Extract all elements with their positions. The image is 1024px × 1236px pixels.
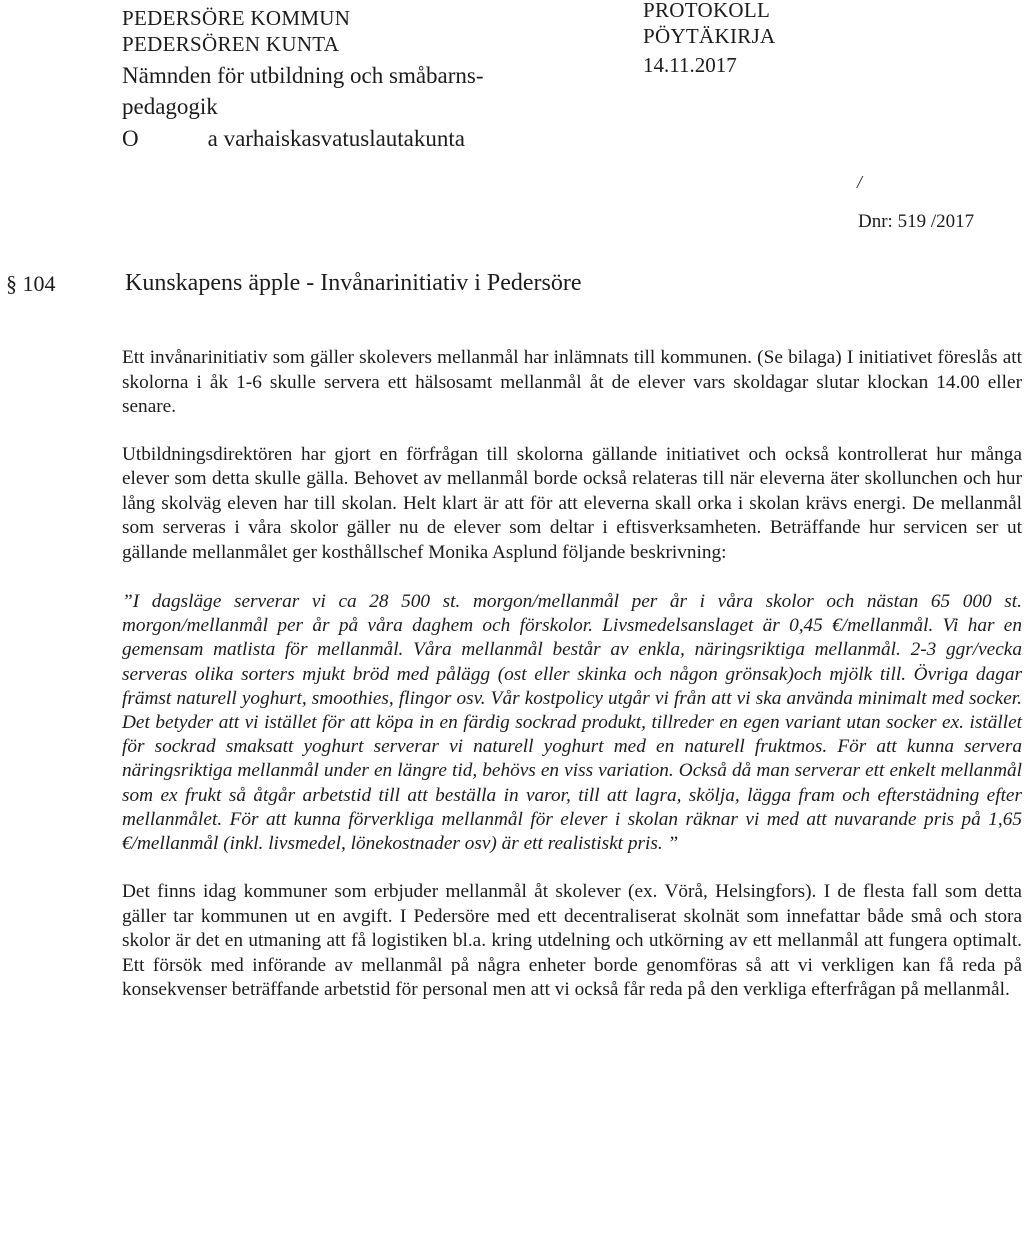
stray-mark: /	[857, 172, 863, 192]
paragraph-initiative: Ett invånarinitiativ som gäller skolevers mellanmål har inlämnats till kommunen. (Se bilaga) I initiativet föreslås att skolorna i åk 1-6 skulle servera ett hälsosamt mellanmål åt de elever vars skoldagar slutar klockan 14.00 eller senare.	[122, 347, 1022, 417]
diary-number: Dnr: 519 /2017	[858, 211, 975, 232]
protocol-label-fi: PÖYTÄKIRJA	[643, 24, 776, 48]
committee-name-sv-cont: pedagogik	[122, 94, 218, 119]
committee-name-fi: O a varhaiskasvatuslautakunta	[122, 126, 465, 151]
section-number: § 104	[6, 271, 56, 296]
paragraph-other-municipalities: Det finns idag kommuner som erbjuder mellanmål åt skolever (ex. Vörå, Helsingfors). I de flesta fall som detta gäller tar kommunen ut en avgift. I Pedersöre med ett decentraliserat skolnät som innefattar både små och stora skolor är det en utmaning att få logistiken bl.a. kring utdelning och utkörning av ett mellanmål att fungera optimalt. Ett försök med införande av mellanmål på några enheter borde genomföras så att vi verkligen kan få reda på konsekvenser beträffande arbetstid för personal men att vi också får reda på den verkliga efterfrågan på mellanmål.	[122, 881, 1022, 1001]
municipality-name-sv: PEDERSÖRE KOMMUN	[122, 6, 351, 30]
organization-header	[122, 4, 622, 153]
paragraph-director-inquiry: Utbildningsdirektören har gjort en förfrågan till skolorna gällande initiativet och också kontrollerat hur många elever som detta skulle gälla. Behovet av mellanmål borde också relateras till när eleverna äter skollunchen och hur lång skolväg eleven har till skolan. Helt klart är att för att eleverna skall orka i skolan krävs energi. De mellanmål som serveras i våra skolor gäller nu de elever som deltar i eftisverksamheten. Beträffande hur servicen ser ut gällande mellanmålet ger kosthållschef Monika Asplund följande beskrivning:	[122, 443, 1022, 563]
municipality-name-fi: PEDERSÖREN KUNTA	[122, 32, 340, 56]
document-body	[122, 346, 1022, 1003]
document-type-header	[643, 0, 863, 79]
meeting-date: 14.11.2017	[643, 53, 737, 77]
protocol-label-sv: PROTOKOLL	[643, 0, 771, 22]
paragraph-quote-asplund: ”I dagsläge serverar vi ca 28 500 st. morgon/mellanmål per år i våra skolor och nästan 65 000 st. morgon/mellanmål per år på våra daghem och förskolor. Livsmedelsanslaget är 0,45 €/mellanmål. Vi har en gemensam matlista för mellanmål. Våra mellanmål består av enkla, näringsriktiga mellanmål. 2-3 ggr/vecka serveras olika sorters mjukt bröd med pålägg (ost eller skinka och någon grönsak)och mjölk till. Övriga dagar främst naturell yoghurt, smoothies, flingor osv. Vår kostpolicy utgår vi från att vi ska använda minimalt med socker. Det betyder att vi istället för att köpa in en färdig sockrad produkt, tillreder en egen variant utan socker ex. istället för sockrad smaksatt yoghurt serverar vi naturell yoghurt med en naturell fruktmos. För att kunna servera näringsriktiga mellanmål under en längre tid, behövs en viss variation. Också då man serverar ett enkelt mellanmål som ex frukt så åtgår arbetstid till att beställa in varor, till att lagra, skölja, lägga fram och efterstädning efter mellanmålet. För att kunna förverkliga mellanmål för elever i skolan räknar vi med att nuvarande pris på 1,65 €/mellanmål (inkl. livsmedel, lönekostnader osv) är ett realistiskt pris. ”	[122, 591, 1022, 855]
section-title: Kunskapens äpple - Invånarinitiativ i Pedersöre	[125, 270, 582, 296]
committee-name-sv: Nämnden för utbildning och småbarns-	[122, 63, 484, 88]
